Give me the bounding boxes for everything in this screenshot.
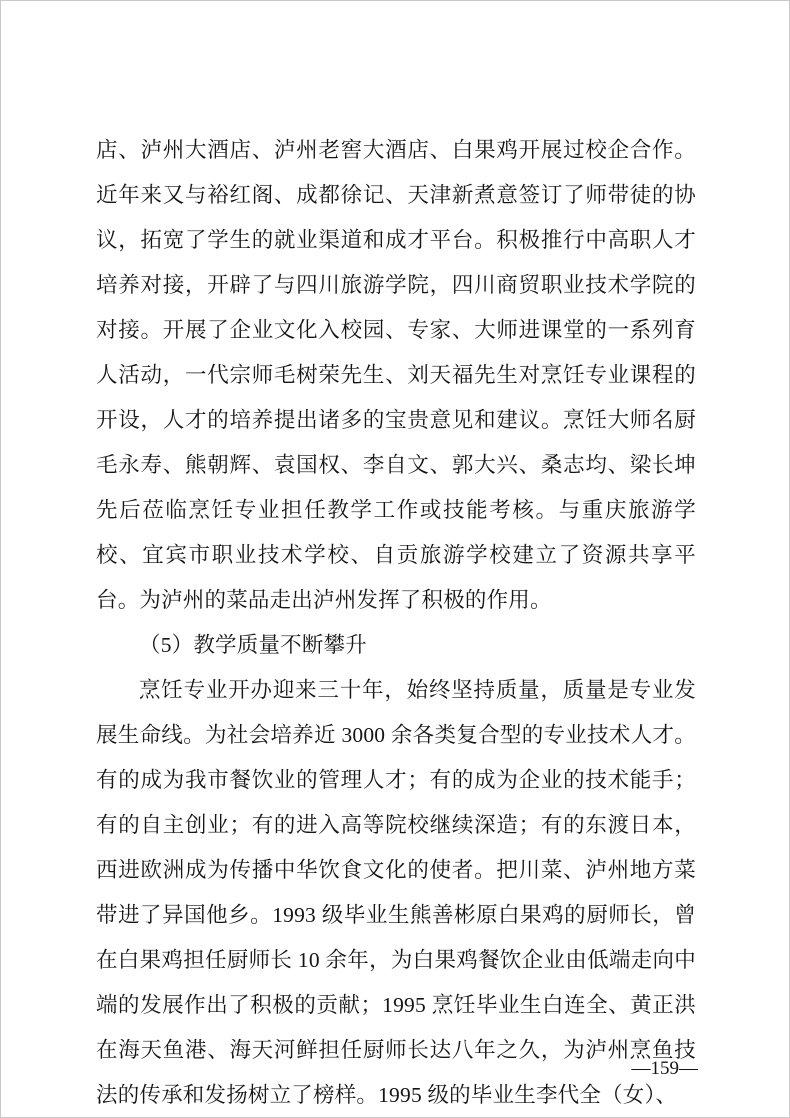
section-heading-5: （5）教学质量不断攀升: [139, 633, 367, 657]
paragraph-continuation: 店、泸州大酒店、泸州老窖大酒店、白果鸡开展过校企合作。近年来又与裕红阁、成都徐记、天津新煮意签订了师带徒的协议，拓宽了学生的就业渠道和成才平台。积极推行中高职人才培养对接，开辟了与四川旅游学院，四川商贸职业技术学院的对接。开展了企业文化入校园、专家、大师进课堂的一系列育人活动，一代宗师毛树荣先生、刘天福先生对烹饪专业课程的开设，人才的培养提出诸多的宝贵意见和建议。烹饪大师名厨毛永寿、熊朝辉、袁国权、李自文、郭大兴、桑志均、梁长坤先后莅临烹饪专业担任教学工作或技能考核。与重庆旅游学校、宜宾市职业技术学校、自贡旅游学校建立了资源共享平台。为泸州的菜品走出泸州发挥了积极的作用。: [96, 138, 696, 612]
page-number: —159—: [631, 1058, 698, 1079]
page-content: [96, 128, 696, 1118]
paragraph-teaching-quality: 烹饪专业开办迎来三十年，始终坚持质量，质量是专业发展生命线。为社会培养近 3000 余各类复合型的专业技术人才。有的成为我市餐饮业的管理人才；有的成为企业的技术能手；有的自主创业；有的进入高等院校继续深造；有的东渡日本，西进欧洲成为传播中华饮食文化的使者。把川菜、泸州地方菜带进了异国他乡。1993 级毕业生熊善彬原白果鸡的厨师长，曾在白果鸡担任厨师长 10 余年，为白果鸡餐饮企业由低端走向中端的发展作出了积极的贡献；1995 烹饪毕业生白连全、黄正洪在海天鱼港、海天河鲜担任厨师长达八年之久，为泸州烹鱼技法的传承和发扬树立了榜样。1995 级的毕业生李代全（女）、: [96, 678, 696, 1107]
